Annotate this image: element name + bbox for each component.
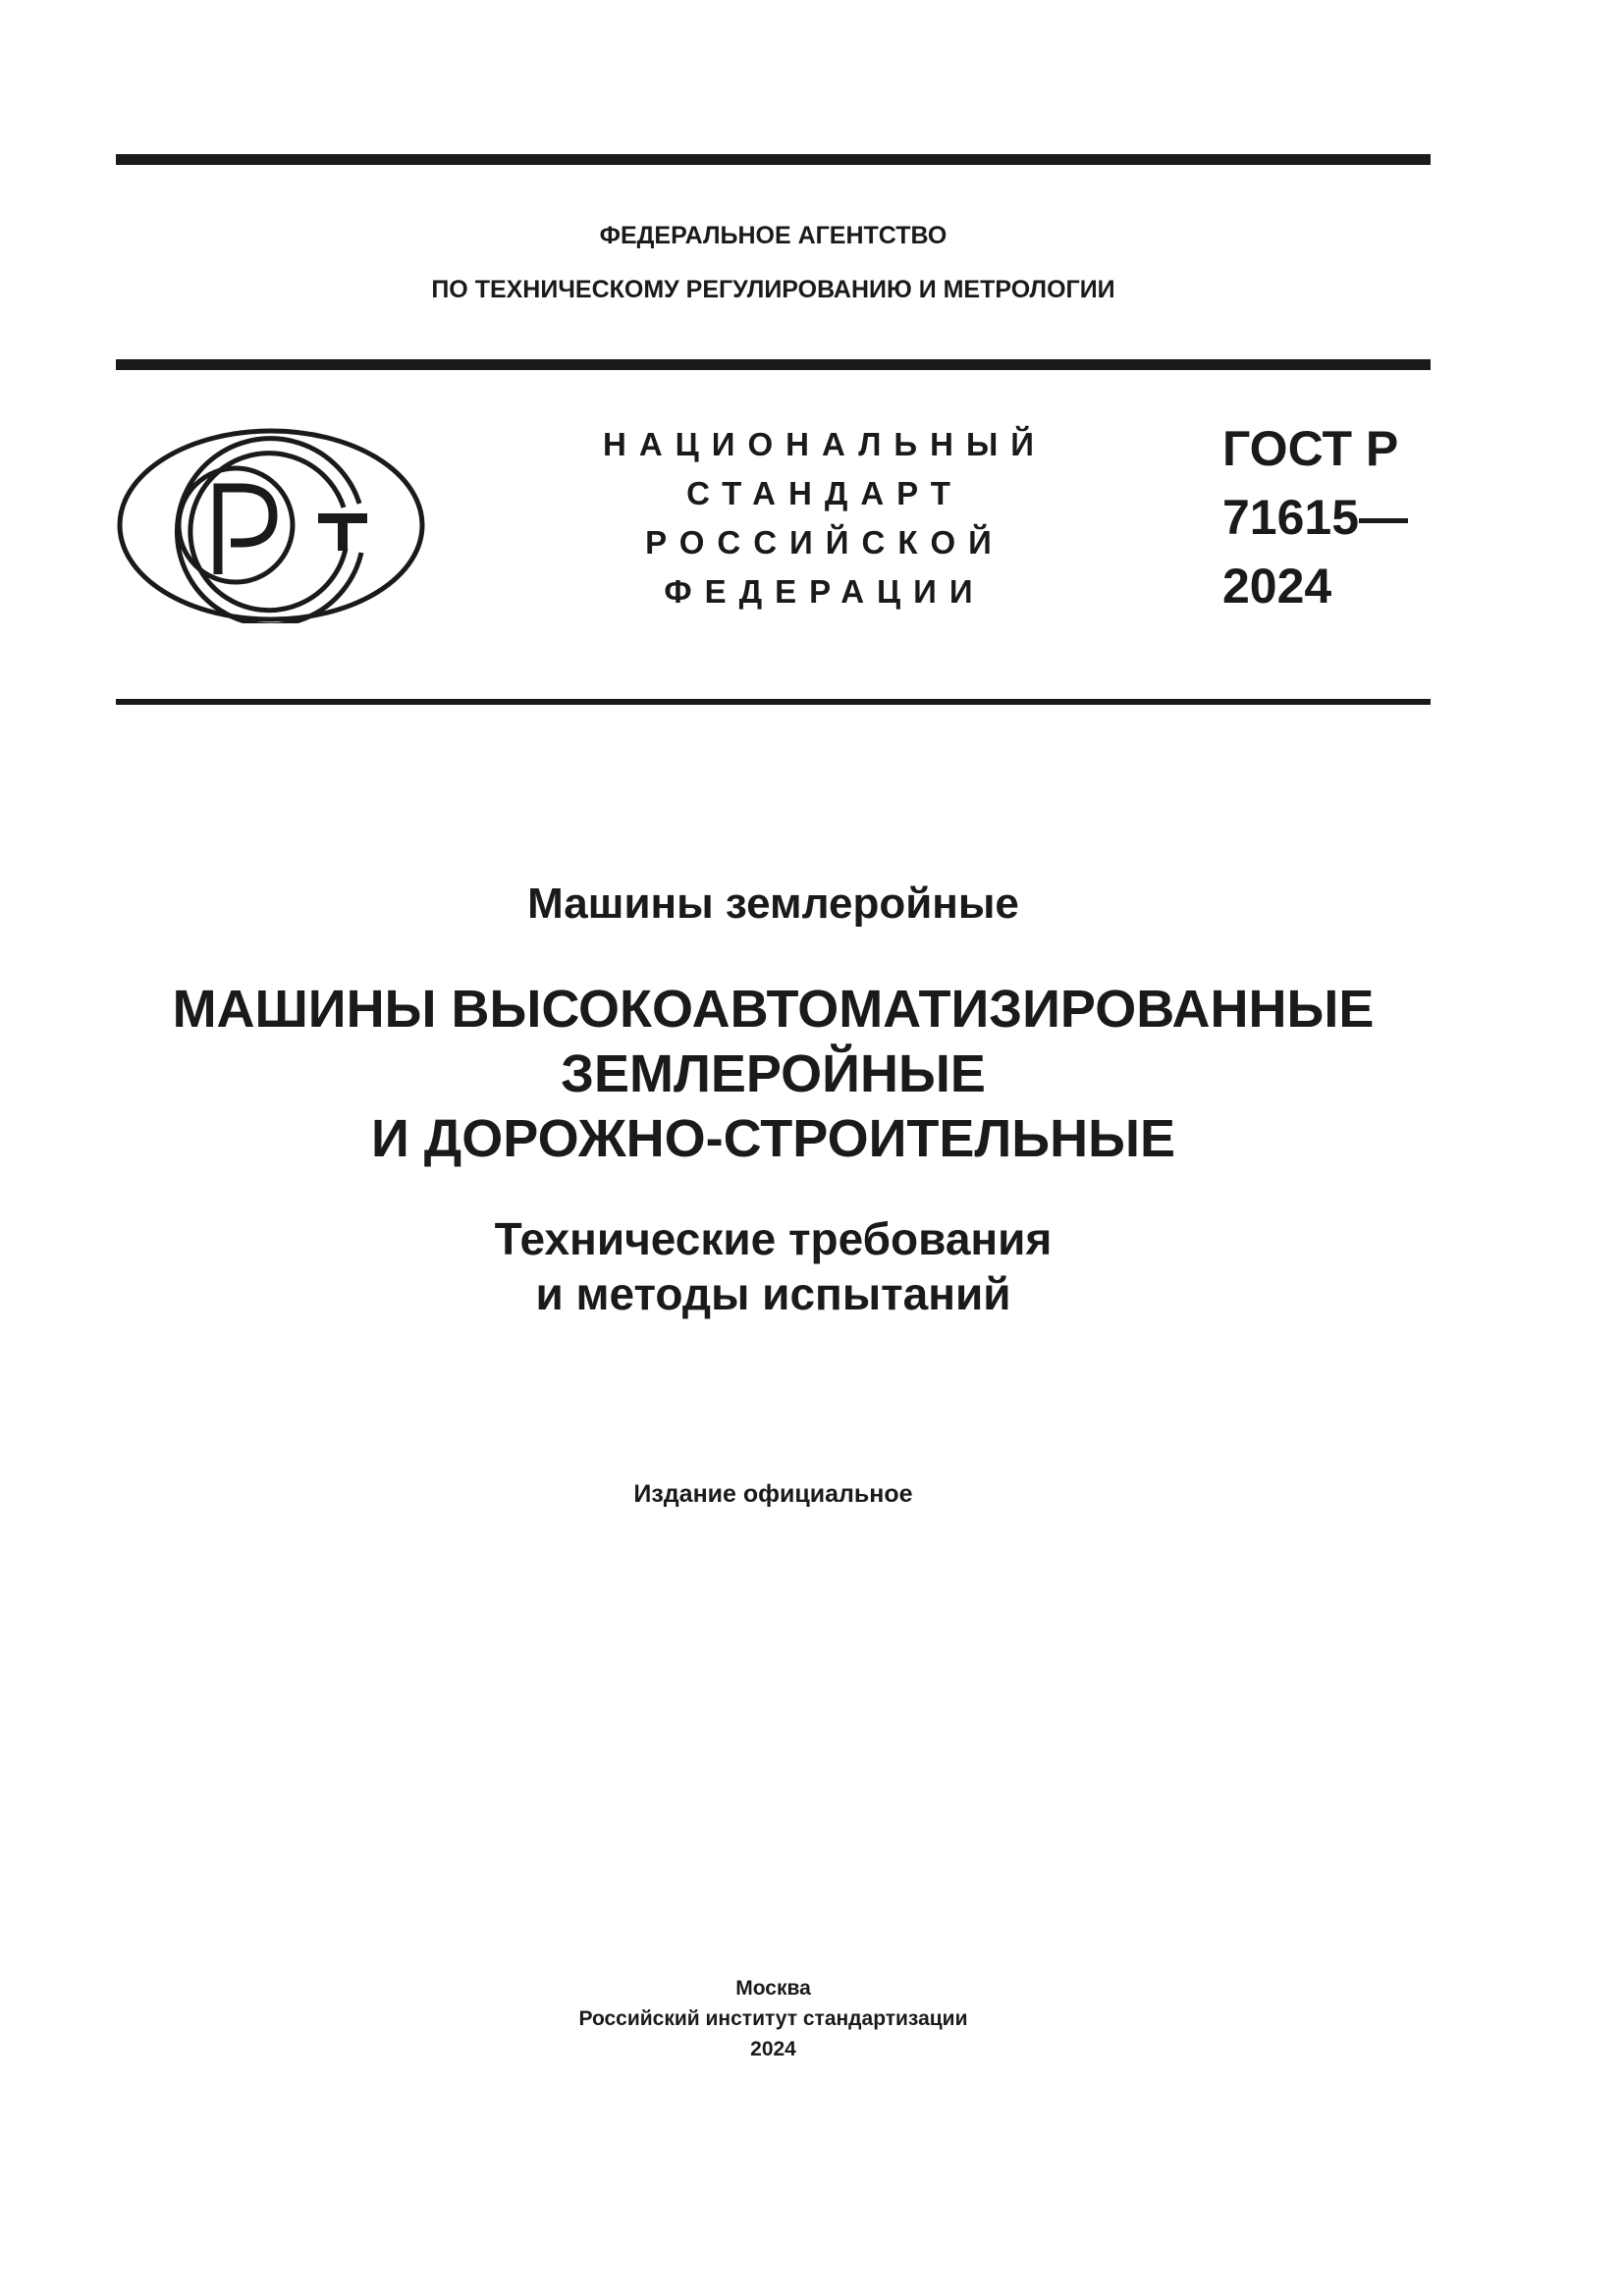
agency-line-1: ФЕДЕРАЛЬНОЕ АГЕНТСТВО: [599, 222, 947, 249]
designation-line-1: ГОСТ Р: [1222, 421, 1399, 476]
designation-line-3: 2024: [1222, 559, 1332, 614]
agency-line-2: ПО ТЕХНИЧЕСКОМУ РЕГУЛИРОВАНИЮ И МЕТРОЛОГИИ: [431, 276, 1115, 303]
subject-heading: Машины землеройные: [527, 880, 1019, 928]
subtitle-line-2: и методы испытаний: [535, 1268, 1011, 1319]
publisher-block: [116, 1973, 1431, 2064]
title-line-3: И ДОРОЖНО-СТРОИТЕЛЬНЫЕ: [370, 1109, 1176, 1168]
title-line-1: МАШИНЫ ВЫСОКОАВТОМАТИЗИРОВАННЫЕ: [172, 980, 1375, 1039]
national-standard-line: РОССИЙСКОЙ: [645, 524, 1004, 561]
designation-line-2: 71615—: [1222, 490, 1409, 545]
header-rule: [116, 359, 1431, 370]
publisher-city: Москва: [735, 1977, 811, 2000]
subtitle-line-1: Технические требования: [494, 1213, 1053, 1264]
section-rule: [116, 699, 1431, 705]
top-rule: [116, 154, 1431, 165]
standard-designation: [1222, 414, 1408, 620]
document-subtitle: [116, 1211, 1431, 1321]
document-title: [116, 977, 1431, 1171]
publisher-institute: Российский институт стандартизации: [578, 2007, 968, 2030]
title-line-2: ЗЕМЛЕРОЙНЫЕ: [561, 1044, 986, 1103]
edition-label: Издание официальное: [633, 1480, 913, 1508]
national-standard-line: СТАНДАРТ: [686, 475, 963, 511]
national-standard-line: ФЕДЕРАЦИИ: [664, 573, 986, 610]
national-standard-line: НАЦИОНАЛЬНЫЙ: [603, 426, 1047, 462]
publisher-year: 2024: [750, 2038, 796, 2060]
rst-certification-logo-icon: [116, 427, 426, 623]
